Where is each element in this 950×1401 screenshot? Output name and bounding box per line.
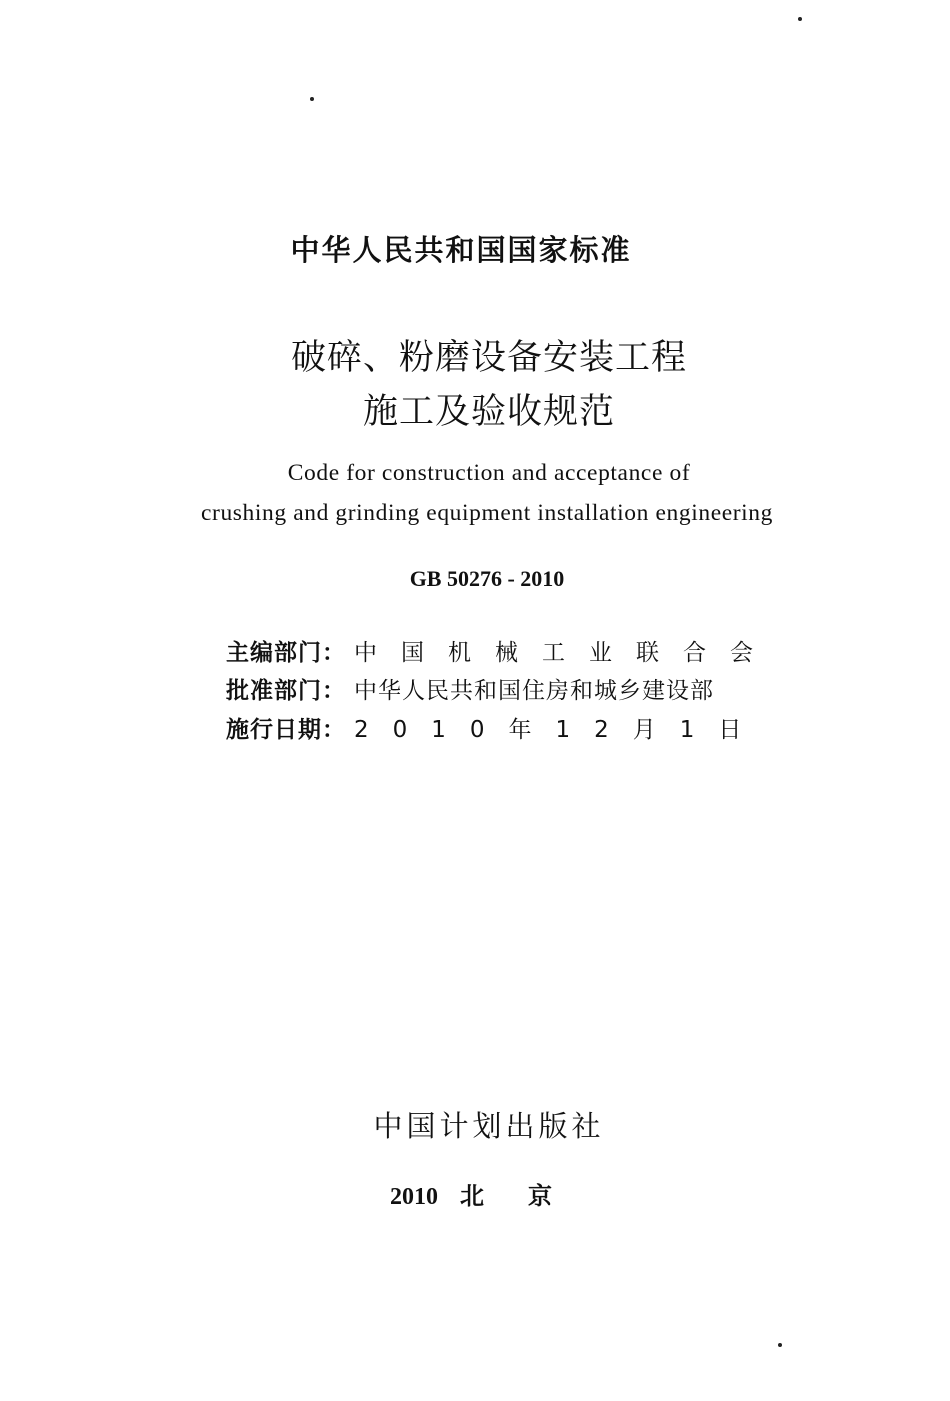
effective-date-row [226, 711, 765, 744]
scan-speck [798, 17, 802, 21]
title-en-line-1: Code for construction and acceptance of [287, 460, 691, 486]
editor-label: 主编部门： [226, 640, 346, 666]
editor-row [226, 634, 777, 667]
scan-speck [310, 97, 314, 101]
approver-label: 批准部门： [226, 678, 346, 704]
publication-line [390, 1176, 596, 1211]
publication-year: 2010 [390, 1184, 438, 1210]
title-en-line-2: crushing and grinding equipment installation engineering [200, 500, 774, 526]
scan-speck [778, 1343, 782, 1347]
effective-date-label: 施行日期： [226, 717, 346, 743]
publisher-name: 中国计划出版社 [373, 1109, 605, 1143]
standard-code: GB 50276 - 2010 [409, 566, 565, 591]
title-cn-line-2: 施工及验收规范 [362, 392, 615, 432]
standard-series: 中华人民共和国国家标准 [290, 233, 632, 267]
approver-row [226, 672, 714, 705]
editor-value: 中国机械工业联合会 [354, 640, 777, 666]
approver-value: 中华人民共和国住房和城乡建设部 [354, 678, 714, 704]
effective-date-value: 2010年12月1日 [354, 717, 766, 743]
title-cn-line-1: 破碎、粉磨设备安装工程 [290, 338, 687, 378]
publication-city: 北京 [460, 1182, 596, 1210]
